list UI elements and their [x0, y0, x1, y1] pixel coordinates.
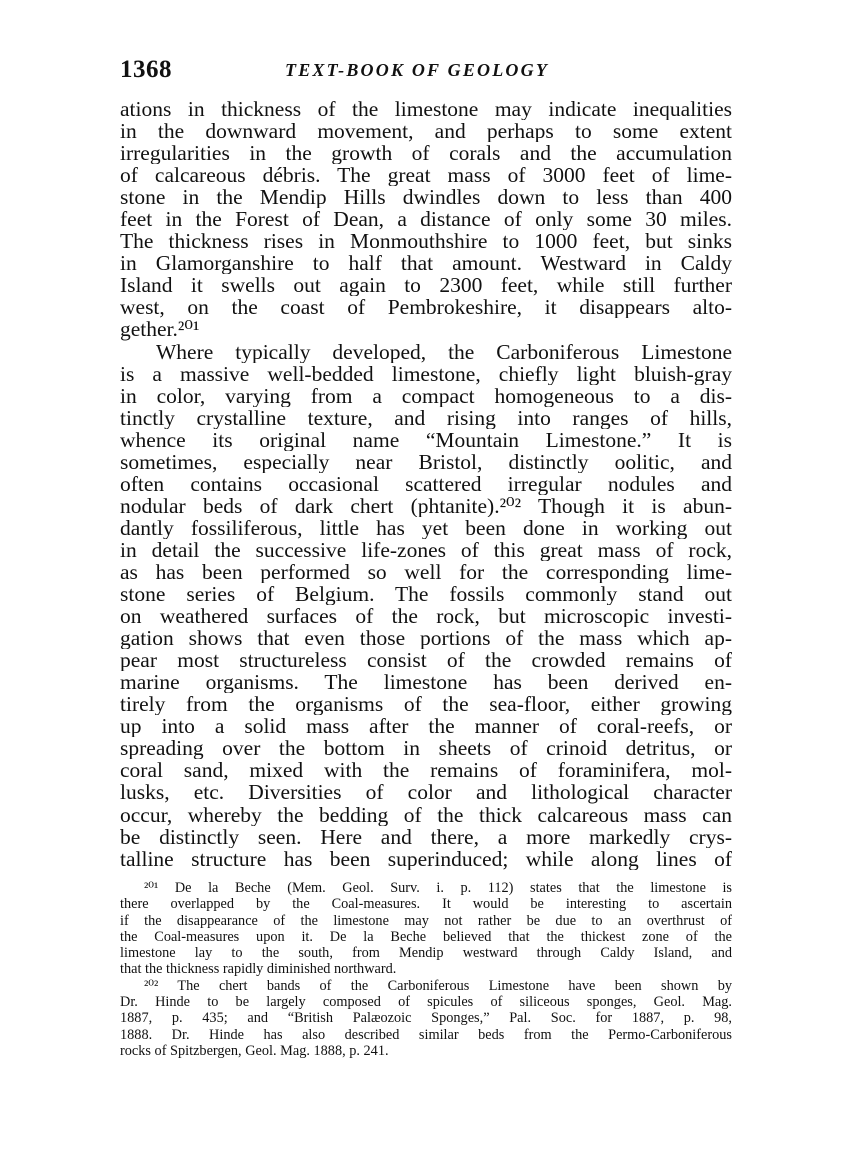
text-line: up into a solid mass after the manner of coral-reefs, or [120, 715, 732, 738]
text-line: is a massive well-bedded limestone, chiefly light bluish-gray [120, 362, 732, 385]
text-line: in Glamorganshire to half that amount. Westward in Caldy [120, 252, 732, 275]
text-line: feet in the Forest of Dean, a distance of only some 30 miles. [120, 208, 732, 231]
text-line: pear most structureless consist of the crowded remains of [120, 649, 732, 672]
body-text [120, 98, 732, 870]
footnote-line: ²⁰² The chert bands of the Carboniferous Limestone have been shown by [144, 977, 732, 994]
text-line: tirely from the organisms of the sea-floor, either growing [120, 693, 732, 716]
text-line: whence its original name “Mountain Limestone.” It is [120, 428, 732, 451]
text-line: gation shows that even those portions of the mass which ap- [120, 627, 732, 650]
footnote-line: if the disappearance of the limestone may not rather be due to an overthrust of [120, 912, 732, 929]
footnote-line: limestone lay to the south, from Mendip westward through Caldy Island, and [120, 945, 732, 962]
footnote-line: that the thickness rapidly diminished northward. [120, 961, 397, 978]
text-line: stone series of Belgium. The fossils commonly stand out [120, 583, 732, 606]
text-line: The thickness rises in Monmouthshire to 1000 feet, but sinks [120, 230, 732, 253]
text-line: stone in the Mendip Hills dwindles down to less than 400 [120, 186, 732, 209]
footnotes [120, 880, 732, 1059]
text-line: in the downward movement, and perhaps to some extent [120, 120, 732, 143]
text-line: talline structure has been superinduced; while along lines of [120, 847, 732, 870]
page-header [120, 56, 732, 88]
text-line: lusks, etc. Diversities of color and lithological character [120, 781, 732, 804]
text-line: occur, whereby the bedding of the thick calcareous mass can [120, 803, 732, 826]
text-line: on weathered surfaces of the rock, but microscopic investi- [120, 605, 732, 628]
footnote-line: ²⁰¹ De la Beche (Mem. Geol. Surv. i. p. 112) states that the limestone is [144, 880, 732, 896]
text-line: Where typically developed, the Carboniferous Limestone [156, 340, 732, 363]
footnote-line: 1887, p. 435; and “British Palæozoic Sponges,” Pal. Soc. for 1887, p. 98, [120, 1010, 732, 1027]
footnote-line: rocks of Spitzbergen, Geol. Mag. 1888, p. 241. [120, 1042, 389, 1059]
text-line: Island it swells out again to 2300 feet, while still further [120, 274, 732, 297]
footnote-line: Dr. Hinde to be largely composed of spicules of siliceous sponges, Geol. Mag. [120, 994, 732, 1011]
text-line: coral sand, mixed with the remains of foraminifera, mol- [120, 759, 732, 782]
text-line: gether.²⁰¹ [120, 318, 200, 341]
text-line: tinctly crystalline texture, and rising into ranges of hills, [120, 406, 732, 429]
text-line: ations in thickness of the limestone may indicate inequalities [120, 98, 732, 121]
text-line: marine organisms. The limestone has been derived en- [120, 671, 732, 694]
text-line: spreading over the bottom in sheets of crinoid detritus, or [120, 737, 732, 760]
text-line: west, on the coast of Pembrokeshire, it disappears alto- [120, 296, 732, 319]
footnote-line: there overlapped by the Coal-measures. It would be interesting to ascertain [120, 896, 732, 913]
page-number: 1368 [120, 56, 172, 83]
footnote-line: 1888. Dr. Hinde has also described similar beds from the Permo-Carboniferous [120, 1026, 732, 1043]
text-line: be distinctly seen. Here and there, a more markedly crys- [120, 825, 732, 848]
text-line: nodular beds of dark chert (phtanite).²⁰² Though it is abun- [120, 494, 732, 517]
text-line: of calcareous débris. The great mass of 3000 feet of lime- [120, 164, 732, 187]
text-line: as has been performed so well for the corresponding lime- [120, 560, 732, 584]
text-line: in color, varying from a compact homogeneous to a dis- [120, 384, 732, 407]
text-line: dantly fossiliferous, little has yet been done in working out [120, 516, 732, 539]
text-line: sometimes, especially near Bristol, distinctly oolitic, and [120, 450, 732, 473]
text-line: often contains occasional scattered irregular nodules and [120, 472, 732, 495]
running-head: TEXT-BOOK OF GEOLOGY [285, 60, 550, 80]
text-line: in detail the successive life-zones of this great mass of rock, [120, 538, 732, 561]
text-line: irregularities in the growth of corals and the accumulation [120, 142, 732, 165]
footnote-line: the Coal-measures upon it. De la Beche believed that the thickest zone of the [120, 928, 732, 945]
